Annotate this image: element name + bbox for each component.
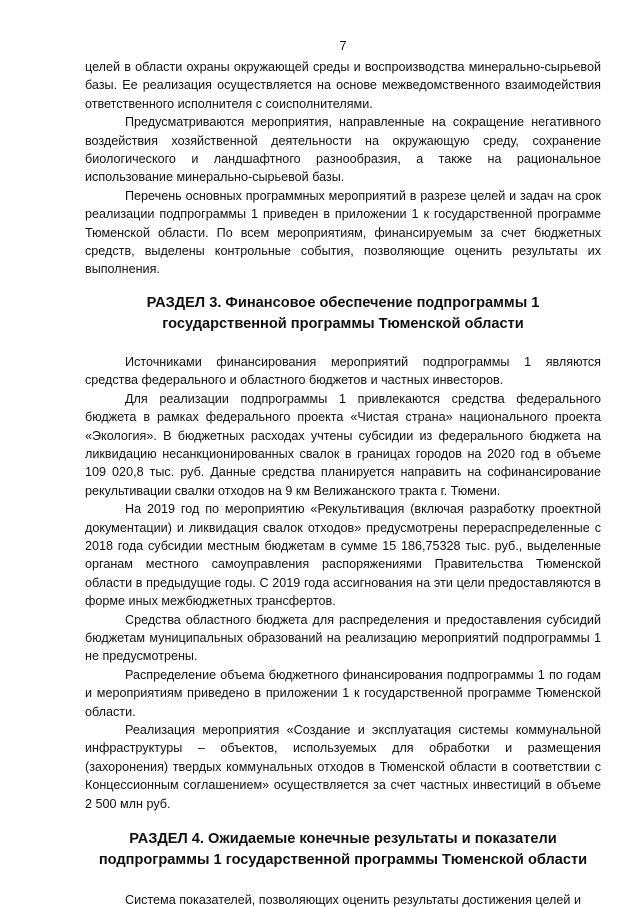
- section-3-heading-line-1: РАЗДЕЛ 3. Финансовое обеспечение подпрограммы 1: [146, 294, 540, 311]
- paragraph-activity-list: Перечень основных программных мероприятий в разрезе целей и задач на срок реализации подпрограммы 1 приведен в приложении 1 к государственной программе Тюменской области. По всем мероприятиям, финансируемым за счет бюджетных средств, выделены контрольные события, позволяющие оценить результаты их выполнения.: [85, 188, 601, 277]
- paragraph-concession: Реализация мероприятия «Создание и эксплуатация системы коммунальной инфраструктуры – объектов, используемых для обработки и размещения (захоронения) твердых коммунальных отходов в Тюменской области в соответствии с Концессионным соглашением» осуществляется за счет частных инвестиций в объеме 2 500 млн руб.: [85, 723, 601, 811]
- paragraph-2019-reclamation: На 2019 год по мероприятию «Рекультивация (включая разработку проектной документации) и ликвидация свалок отходов» предусмотрены перераспределенные с 2018 года субсидии местным бюджетам в сумме 15 186,75328 тыс. руб., выделенные органам местного самоуправления распоряжениями Правительства Тюменской области в предыдущие годы. С 2019 года ассигнования на эти цели предоставляются в форме иных межбюджетных трансфертов.: [85, 502, 601, 609]
- paragraph-funding-distribution: Распределение объема бюджетного финансирования подпрограммы 1 по годам и мероприятиям приведено в приложении 1 к государственной программе Тюменской области.: [85, 667, 601, 719]
- paragraph-regional-budget: Средства областного бюджета для распределения и предоставления субсидий бюджетам муниципальных образований на реализацию мероприятий подпрограммы 1 не предусмотрены.: [85, 612, 601, 664]
- paragraph-funding-sources: Источниками финансирования мероприятий подпрограммы 1 являются средства федерального и областного бюджетов и частных инвесторов.: [85, 354, 601, 388]
- section-4-heading-line-2: подпрограммы 1 государственной программы Тюменской области: [98, 852, 588, 869]
- section-3-heading: [85, 293, 601, 335]
- page-number: 7: [339, 38, 347, 53]
- document-body: [85, 58, 601, 909]
- section-4-heading-line-1: РАЗДЕЛ 4. Ожидаемые конечные результаты и показатели: [129, 831, 557, 848]
- paragraph-federal-budget: Для реализации подпрограммы 1 привлекаются средства федерального бюджета в рамках федерального проекта «Чистая страна» национального проекта «Экология». В бюджетных расходах учтены субсидии из федерального бюджета на ликвидацию несанкционированных свалок в границах городов на 2020 год в объеме 109 020,8 тыс. руб. Данные средства планируется направить на софинансирование рекультивации свалки отходов на 9 км Велижанского тракта г. Тюмени.: [85, 391, 601, 498]
- section-3-heading-line-2: государственной программы Тюменской области: [162, 315, 524, 332]
- section-4-heading: [85, 829, 601, 871]
- paragraph-measures: Предусматриваются мероприятия, направленные на сокращение негативного воздействия хозяйственной деятельности на окружающую среду, сохранение биологического и ландшафтного разнообразия, а также на рациональное использование минерально-сырьевой базы.: [85, 115, 601, 185]
- paragraph-indicators-system: Система показателей, позволяющих оценить результаты достижения целей и: [125, 893, 581, 908]
- paragraph-continuation: целей в области охраны окружающей среды и воспроизводства минерально-сырьевой базы. Ее реализация осуществляется на основе межведомственного взаимодействия ответственного исполнителя с соисполнителями.: [85, 60, 601, 111]
